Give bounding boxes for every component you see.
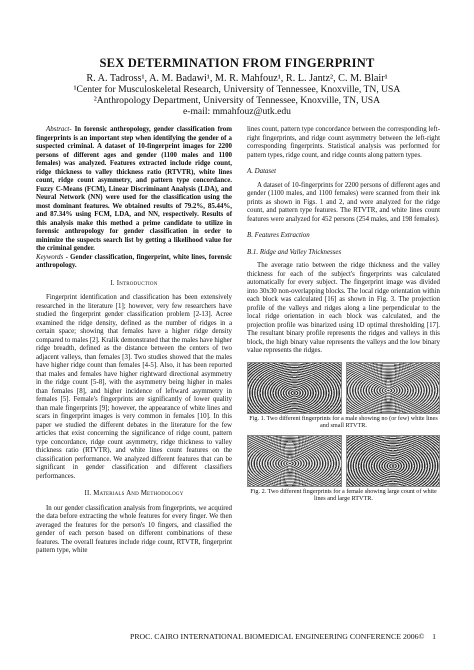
- fingerprint-image-male-2: [346, 362, 441, 414]
- figure-1-caption: Fig. 1. Two different fingerprints for a male showing no (or few) white lines and small RTVTR.: [249, 414, 438, 429]
- author-email: e-mail: mmahfouz@utk.edu: [183, 106, 291, 117]
- continued-paragraph: lines count, pattern type concordance between the corresponding left-right fingerprints, and ridge count asymmetry between the left-right corresponding fingerprints. Statistical analysis was performed for pattern types, ridge count, and ridge counts along pattern types.: [247, 126, 440, 159]
- page-footer: [40, 632, 436, 641]
- intro-paragraph: Fingerprint identification and classification has been extensively researched in the literature [1]; however, very few researchers have studied the fingerprint gender classification problem [2-13]. Acree examined the ridge density, defined as the number of ridges in a certain space; showing that females have a higher ridge density compared to males [2]. Kralik demonstrated that the males have higher ridge breadth, defined as the distance between the centers of two adjacent valleys, than females [3]. Two studies showed that the males have higher ridge count than females [4-5]. Also, it has been reported that males and females have higher rightward directional asymmetry in the ridge count [5-8], with the asymmetry being higher in males than females [8], and higher incidence of leftward asymmetry in females [5]. Female's fingerprints are significantly of lower quality than male fingerprints [9]; however, the appearance of white lines and scars in fingerprint images is very common in females [10]. In this paper we studied the different debates in the literature for the few articles that exist concerning the significance of ridge count, pattern type concordance, ridge count asymmetry, ridge thickness to valley thickness ratio (RTVTR), and white lines count features on the classification performance. We analyzed different features that can be significant in gender classification and different classifiers performances.: [36, 294, 232, 480]
- figure-2-caption: Fig. 2. Two different fingerprints for a female showing large count of white lines and large RTVTR.: [250, 487, 437, 503]
- author-block: [0, 73, 474, 117]
- section-heading-introduction: I. Introduction: [110, 279, 158, 287]
- subsection-heading-features: B. Features Extraction: [247, 232, 310, 239]
- left-column: [36, 126, 232, 556]
- abstract: [36, 126, 232, 254]
- figure-1: [247, 362, 440, 412]
- figure-2: [247, 435, 440, 485]
- paper-title: SEX DETERMINATION FROM FINGERPRINT: [99, 56, 375, 70]
- dataset-paragraph: A dataset of 10-fingerprints for 2200 persons of different ages and gender (1100 males, and 1100 females) were scanned from their ink prints as shown in Figs. 1 and 2, and were analyzed for the ridge count, and pattern type features. The RTVTR, and white lines count features were analyzed for 452 persons (254 males, and 198 females).: [247, 181, 440, 223]
- fingerprint-image-male-1: [247, 362, 342, 414]
- section-heading-methods: II. Materials And Methodology: [84, 490, 184, 497]
- affiliation-1: ¹Center for Musculoskeletal Research, University of Tennessee, Knoxville, TN, USA: [73, 84, 401, 95]
- subsection-heading-ridge-valley: B.1. Ridge and Valley Thicknesses: [247, 248, 342, 256]
- fingerprint-image-female-1: [247, 435, 342, 487]
- page-number: 1: [432, 632, 436, 641]
- abstract-text: In forensic anthropology, gender classification from fingerprints is an important step when identifying the gender of a suspected criminal. A dataset of 10-fingerprint images for 2200 persons of different ages and gender (1100 males and 1100 females) was analyzed. Features extracted include ridge count, ridge thickness to valley thickness ratio (RTVTR), white lines count, ridge count asymmetry, and pattern type concordance. Fuzzy C-Means (FCM), Linear Discriminant Analysis (LDA), and Neural Network (NN) were used for the classification using the most dominant features. We obtained results of 79.2%, 85.44%, and 87.34% using FCM, LDA, and NN, respectively. Results of this analysis make this method a prime candidate to utilize in forensic anthropology for gender classification in order to minimize the suspects search list by getting a likelihood value for the criminal gender.: [36, 126, 232, 252]
- subsection-heading-dataset: A. Dataset: [247, 168, 277, 175]
- affiliation-2: ²Anthropology Department, University of Tennessee, Knoxville, TN, USA: [93, 95, 381, 106]
- keywords: [36, 254, 232, 271]
- keywords-label: Keywords: [36, 253, 64, 261]
- methods-paragraph: In our gender classification analysis from fingerprints, we acquired the data before extracting the whole features for every finger. We then averaged the features for the person's 10 fingers, and classified the gender of each person based on different combinations of these features. The overall features include ridge count, RTVTR, fingerprint pattern type, white: [36, 504, 232, 554]
- fingerprint-image-female-2: [346, 435, 441, 487]
- abstract-label: Abstract-: [46, 126, 72, 133]
- keywords-text: - Gender classification, fingerprint, white lines, forensic anthropology.: [36, 253, 232, 269]
- ridge-paragraph: The average ratio between the ridge thickness and the valley thickness for each of the subject's fingerprints was calculated automatically for every subject. The fingerprint image was divided into 30x30 non-overlapping blocks. The local ridge orientation within each block was calculated [16] as shown in Fig. 3. The projection profile of the valleys and ridges along a line perpendicular to the local ridge orientation in each block was calculated, and the projection profile was binarized using 1D optimal thresholding [17]. The resultant binary profile represents the ridges and valleys in this block, the high binary value represents the valleys and the low binary value represents the ridges.: [247, 262, 440, 354]
- conference-name: PROC. CAIRO INTERNATIONAL BIOMEDICAL ENGINEERING CONFERENCE 2006©: [130, 632, 425, 641]
- right-column: [247, 126, 440, 506]
- author-list: R. A. Tadross¹, A. M. Badawi¹, M. R. Mahfouz¹, R. L. Jantz², C. M. Blair¹: [86, 73, 388, 84]
